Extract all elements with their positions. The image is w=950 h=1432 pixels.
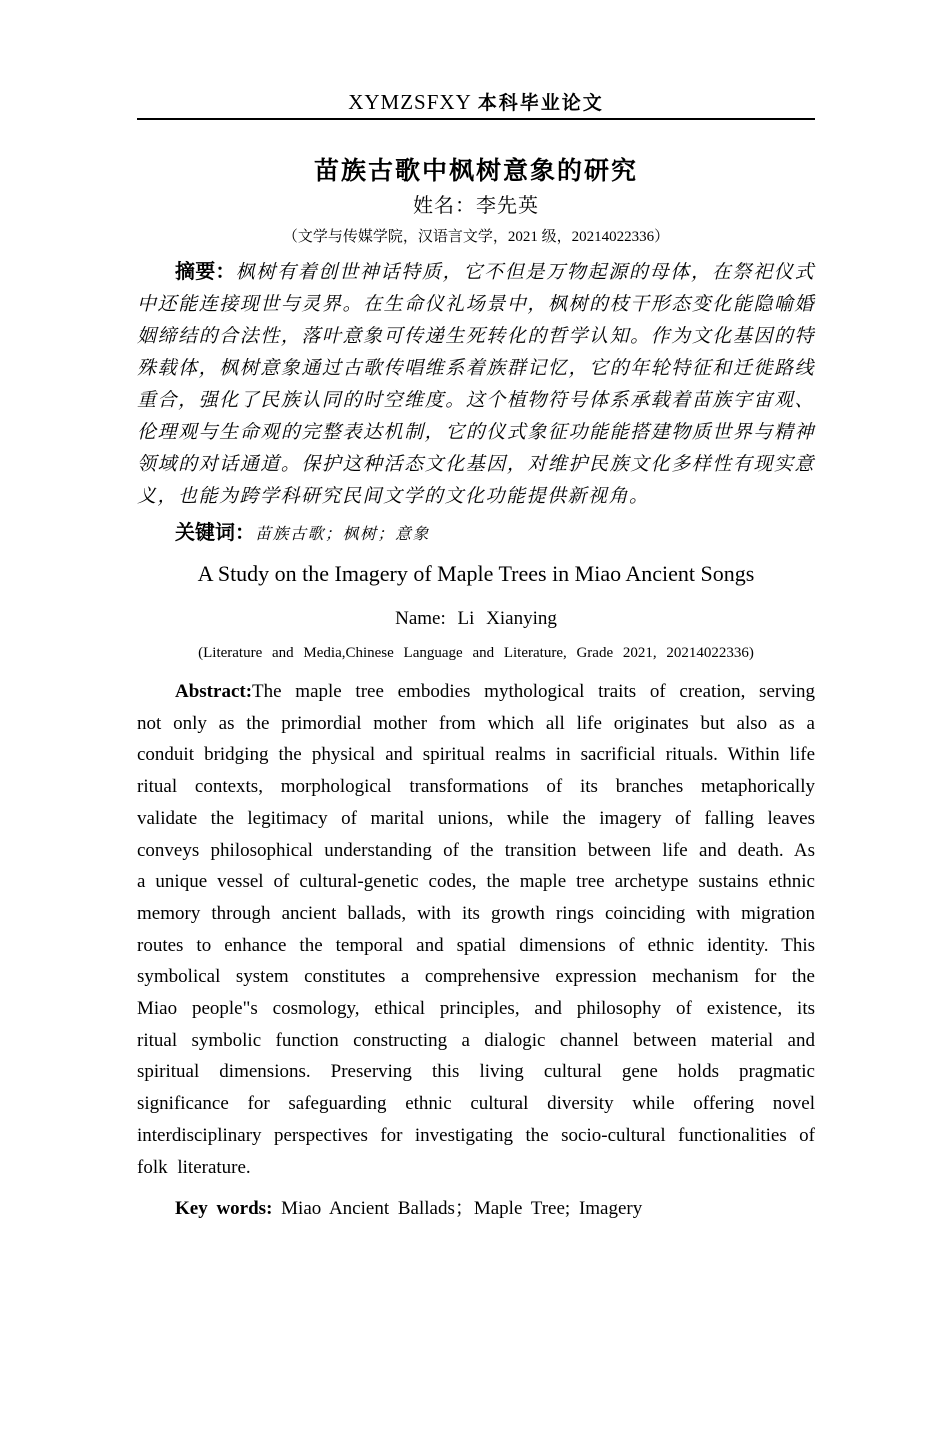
chinese-author-name: 姓名：李先英 xyxy=(413,195,539,217)
chinese-abstract-text: 枫树有着创世神话特质，它不但是万物起源的母体，在祭祀仪式中还能连接现世与灵界。在生命仪礼场景中，枫树的枝干形态变化能隐喻婚姻缔结的合法性，落叶意象可传递生死转化的哲学认知。作为文化基因的特殊载体，枫树意象通过古歌传唱维系着族群记忆，它的年轮特征和迁徙路线重合，强化了民族认同的时空维度。这个植物符号体系承载着苗族宇宙观、伦理观与生命观的完整表达机制，它的仪式象征功能能搭建物质世界与精神领域的对话通道。保护这种活态文化基因，对维护民族文化多样性有现实意义，也能为跨学科研究民间文学的文化功能提供新视角。 xyxy=(137,262,815,507)
chinese-affiliation: （文学与传媒学院，汉语言文学，2021 级，20214022336） xyxy=(282,229,670,245)
english-author-name: Name: Li Xianying xyxy=(395,608,557,629)
document-type-label: 本科毕业论文 xyxy=(477,93,604,114)
chinese-keywords-label: 关键词： xyxy=(175,522,255,544)
school-code: XYMZSFXY xyxy=(348,90,472,114)
english-keywords-line xyxy=(137,1194,815,1224)
english-abstract-text: The maple tree embodies mythological traits of creation, serving not only as the primordial mother from which all life originates but also as a conduit bridging the physical and spiritual realms in sacrificial rituals. Within life ritual contexts, morphological transformations of its branches metaphorically validate the legitimacy of marital unions, while the imagery of falling leaves conveys philosophical understanding of the transition between life and death. As a unique vessel of cultural-genetic codes, the maple tree archetype sustains ethnic memory through ancient ballads, with its growth rings coinciding with migration routes to enhance the temporal and spatial dimensions of ethnic identity. This symbolical system constitutes a comprehensive expression mechanism for the Miao people"s cosmology, ethical principles, and philosophy of existence, its ritual symbolic function constructing a dialogic channel between material and spiritual dimensions. Preserving this living cultural gene holds pragmatic significance for safeguarding ethnic cultural diversity while offering novel interdisciplinary perspectives for investigating the socio-cultural functionalities of folk literature. xyxy=(137,681,815,1178)
english-affiliation: (Literature and Media,Chinese Language and Literature, Grade 2021, 20214022336) xyxy=(198,645,754,661)
english-title: A Study on the Imagery of Maple Trees in Miao Ancient Songs xyxy=(197,561,755,586)
chinese-keywords-text: 苗族古歌；枫树；意象 xyxy=(255,526,431,543)
english-abstract-paragraph xyxy=(137,676,815,1183)
running-head xyxy=(137,88,815,120)
chinese-abstract-paragraph xyxy=(137,256,815,513)
chinese-keywords-line xyxy=(137,518,815,550)
english-keywords-label: Key words: xyxy=(175,1198,273,1220)
chinese-abstract-label: 摘要： xyxy=(175,261,236,283)
chinese-title: 苗族古歌中枫树意象的研究 xyxy=(313,157,638,185)
english-abstract-label: Abstract: xyxy=(175,681,253,702)
thesis-abstract-page xyxy=(0,88,950,1432)
english-keywords-text: Miao Ancient Ballads；Maple Tree; Imagery xyxy=(281,1198,643,1220)
